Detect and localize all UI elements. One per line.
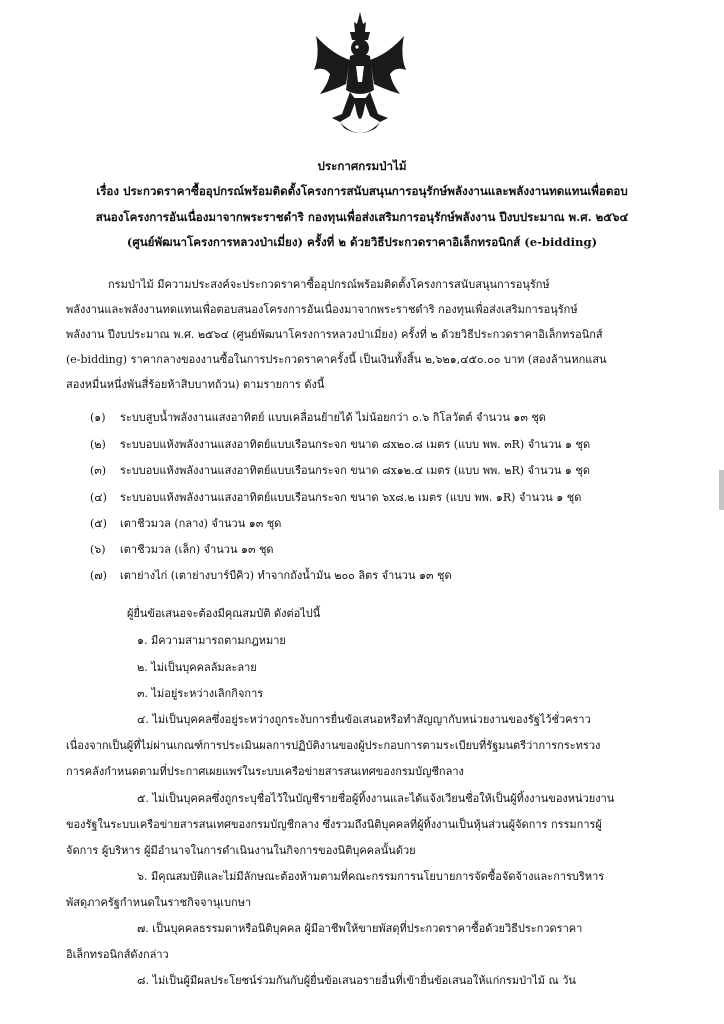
qualification-3: ๓. ไม่อยู่ระหว่างเลิกกิจการ: [137, 687, 264, 700]
qualification-1: ๑. มีความสามารถตามกฎหมาย: [137, 634, 286, 647]
list-item: [90, 567, 452, 585]
intro-line-4: (e-bidding) ราคากลางของงานซื้อในการประกวดราคาครั้งนี้ เป็นเงินทั้งสิ้น ๒,๖๒๑,๔๕๐.๐๐ บาท (สองล้านหกแสน: [66, 353, 607, 366]
subject-line-3: (ศูนย์พัฒนาโครงการหลวงป่าเมี่ยง) ครั้งที่ ๒ ด้วยวิธีประกวดราคาอิเล็กทรอนิกส์ (e-bidding): [126, 235, 598, 249]
item-text: ระบบสูบน้ำพลังงานแสงอาทิตย์ แบบเคลื่อนย้ายได้ ไม่น้อยกว่า ๐.๖ กิโลวัตต์ จำนวน ๑๓ ชุด: [120, 411, 546, 424]
list-item: [90, 541, 274, 559]
qualification-5-line-1: ๕. ไม่เป็นบุคคลซึ่งถูกระบุชื่อไว้ในบัญชีรายชื่อผู้ทิ้งงานและได้แจ้งเวียนชื่อให้เป็นผู้ทิ้งงานของหน่วยงาน: [137, 792, 615, 805]
subject-line-1: เรื่อง ประกวดราคาซื้ออุปกรณ์พร้อมติดตั้งโครงการสนับสนุนการอนุรักษ์พลังงานและพลังงานทดแทนเพื่อตอบ: [96, 184, 628, 198]
qualification-7-line-1: ๗. เป็นบุคคลธรรมดาหรือนิติบุคคล ผู้มีอาชีพให้ขายพัสดุที่ประกวดราคาซื้อด้วยวิธีประกวดราคา: [137, 922, 583, 935]
item-text: เตาชีวมวล (กลาง) จำนวน ๑๓ ชุด: [120, 517, 282, 530]
list-item: [90, 462, 590, 480]
item-text: เตาย่างไก่ (เตาย่างบาร์บีคิว) ทำจากถังน้ำมัน ๒๐๐ ลิตร จำนวน ๑๓ ชุด: [120, 569, 452, 582]
item-text: ระบบอบแห้งพลังงานแสงอาทิตย์แบบเรือนกระจก ขนาด ๖x๘.๒ เมตร (แบบ พพ. ๑R) จำนวน ๑ ชุด: [120, 491, 582, 504]
item-number: (๑): [90, 411, 106, 424]
intro-line-5: สองหมื่นหนึ่งพันสี่ร้อยห้าสิบบาทถ้วน) ตามรายการ ดังนี้: [66, 378, 325, 391]
qualification-7-line-2: อิเล็กทรอนิกส์ดังกล่าว: [66, 948, 169, 961]
qualification-4-line-1: ๔. ไม่เป็นบุคคลซึ่งอยู่ระหว่างถูกระงับการยื่นข้อเสนอหรือทำสัญญากับหน่วยงานของรัฐไว้ชั่วคราว: [137, 713, 591, 726]
list-item: [90, 409, 546, 427]
intro-line-3: พลังงาน ปีงบประมาณ พ.ศ. ๒๕๖๔ (ศูนย์พัฒนาโครงการหลวงป่าเมี่ยง) ครั้งที่ ๒ ด้วยวิธีประกวดราคาอิเล็กทรอนิกส์: [66, 328, 603, 341]
item-number: (๗): [90, 569, 107, 582]
subject-line-2: สนองโครงการอันเนื่องมาจากพระราชดำริ กองทุนเพื่อส่งเสริมการอนุรักษ์พลังงาน ปีงบประมาณ พ.ศ. ๒๕๖๔: [95, 210, 629, 224]
qualifications-heading: ผู้ยื่นข้อเสนอจะต้องมีคุณสมบัติ ดังต่อไปนี้: [127, 607, 321, 620]
item-number: (๖): [90, 543, 106, 556]
qualification-4-line-3: การคลังกำหนดตามที่ประกาศเผยแพร่ในระบบเครือข่ายสารสนเทศของกรมบัญชีกลาง: [66, 765, 464, 778]
garuda-emblem-icon: [310, 10, 410, 146]
list-item: [90, 515, 281, 533]
scan-edge-mark: [719, 470, 724, 510]
item-text: ระบบอบแห้งพลังงานแสงอาทิตย์แบบเรือนกระจก ขนาด ๘x๒๐.๘ เมตร (แบบ พพ. ๓R) จำนวน ๑ ชุด: [120, 438, 591, 451]
qualification-6-line-2: พัสดุภาครัฐกำหนดในราชกิจจานุเบกษา: [66, 896, 252, 909]
item-text: เตาชีวมวล (เล็ก) จำนวน ๑๓ ชุด: [120, 543, 274, 556]
qualification-4-line-2: เนื่องจากเป็นผู้ที่ไม่ผ่านเกณฑ์การประเมินผลการปฏิบัติงานของผู้ประกอบการตามระเบียบที่รัฐมนตรีว่าการกระทรวง: [66, 739, 601, 752]
list-item: [90, 489, 581, 507]
qualification-8-line-1: ๘. ไม่เป็นผู้มีผลประโยชน์ร่วมกันกับผู้ยื่นข้อเสนอรายอื่นที่เข้ายื่นข้อเสนอให้แก่กรมป่าไม้ ณ วัน: [137, 974, 576, 987]
intro-line-2: พลังงานและพลังงานทดแทนเพื่อตอบสนองโครงการอันเนื่องมาจากพระราชดำริ กองทุนเพื่อส่งเสริมการอนุรักษ์: [66, 303, 578, 316]
qualification-5-line-3: จัดการ ผู้บริหาร ผู้มีอำนาจในการดำเนินงานในกิจการของนิติบุคคลนั้นด้วย: [66, 844, 416, 857]
item-number: (๒): [90, 438, 106, 451]
qualification-5-line-2: ของรัฐในระบบเครือข่ายสารสนเทศของกรมบัญชีกลาง ซึ่งรวมถึงนิติบุคคลที่ผู้ทิ้งงานเป็นหุ้นส่วนผู้จัดการ กรรมการผู้: [66, 818, 602, 831]
item-number: (๕): [90, 517, 107, 530]
list-item: [90, 436, 590, 454]
qualification-2: ๒. ไม่เป็นบุคคลล้มละลาย: [137, 661, 257, 674]
item-number: (๔): [90, 491, 107, 504]
qualification-6-line-1: ๖. มีคุณสมบัติและไม่มีลักษณะต้องห้ามตามที่คณะกรรมการนโยบายการจัดซื้อจัดจ้างและการบริหาร: [137, 870, 605, 883]
item-text: ระบบอบแห้งพลังงานแสงอาทิตย์แบบเรือนกระจก ขนาด ๘x๑๒.๔ เมตร (แบบ พพ. ๒R) จำนวน ๑ ชุด: [120, 464, 590, 477]
item-number: (๓): [90, 464, 107, 477]
announcement-title: ประกาศกรมป่าไม้: [317, 159, 407, 173]
intro-line-1: กรมป่าไม้ มีความประสงค์จะประกวดราคาซื้ออุปกรณ์พร้อมติดตั้งโครงการสนับสนุนการอนุรักษ์: [108, 278, 550, 291]
